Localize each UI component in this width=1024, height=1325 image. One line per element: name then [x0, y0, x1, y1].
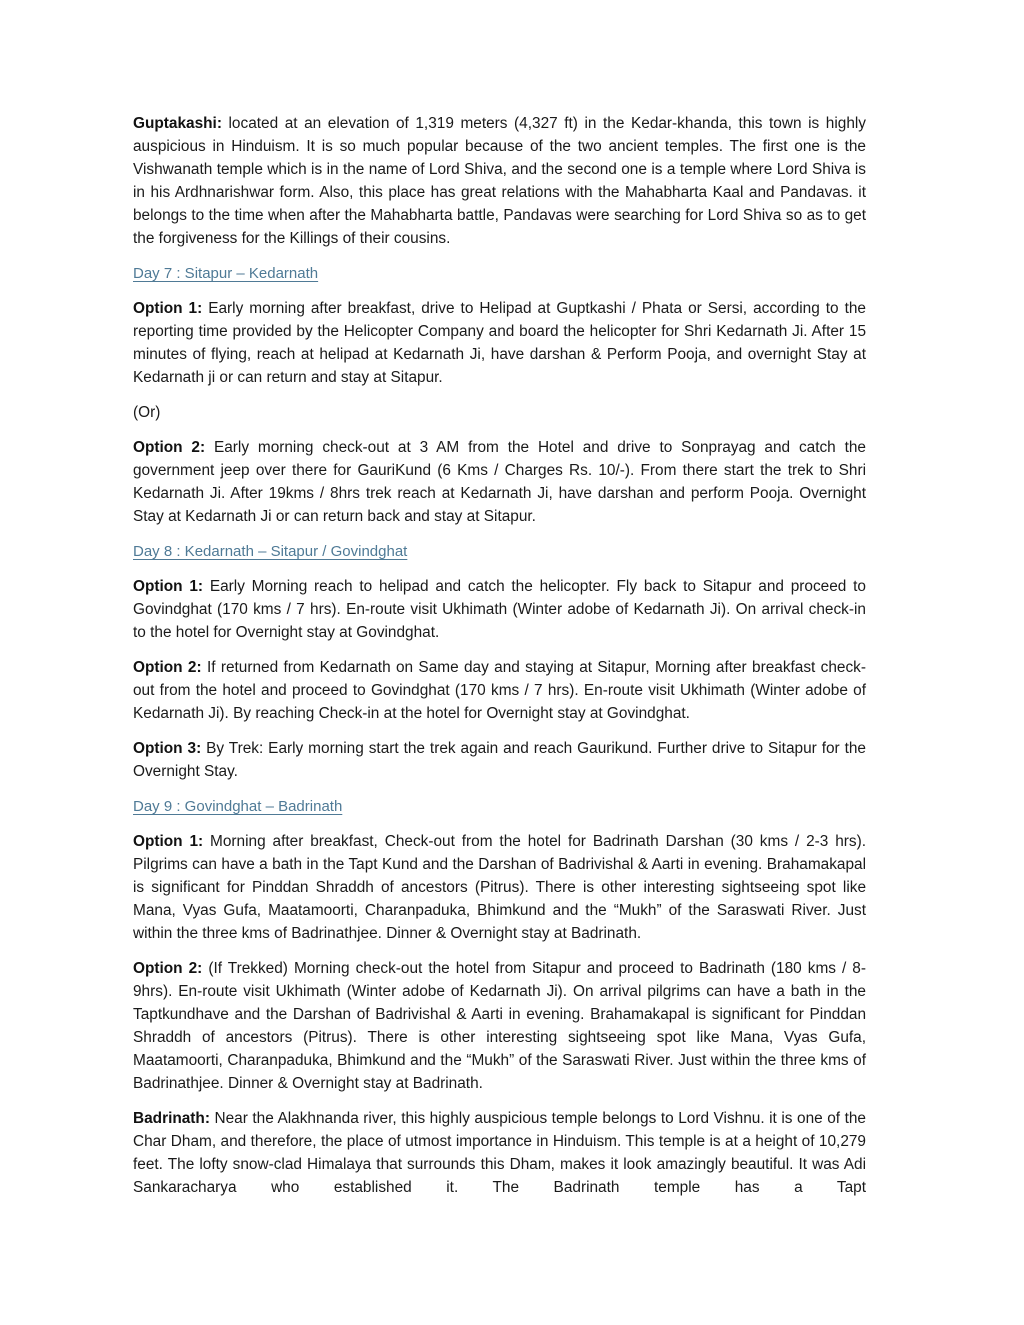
- paragraph-label: Option 2:: [133, 960, 203, 977]
- paragraph-label: Option 2:: [133, 659, 202, 676]
- paragraph-label: Badrinath:: [133, 1110, 210, 1127]
- paragraph-label: Guptakashi:: [133, 115, 222, 132]
- paragraph-text: By Trek: Early morning start the trek again and reach Gaurikund. Further drive to Sitapur for the Overnight Stay.: [133, 740, 866, 780]
- day-9-option-1-paragraph: [133, 830, 866, 945]
- or-separator: (Or): [133, 404, 161, 421]
- paragraph-label: Option 2:: [133, 439, 206, 456]
- day-8-option-2-paragraph: [133, 656, 866, 725]
- day-9-heading[interactable]: [133, 795, 866, 818]
- day-7-heading[interactable]: [133, 262, 866, 285]
- paragraph-label: Option 1:: [133, 833, 204, 850]
- paragraph-text: Morning after breakfast, Check-out from the hotel for Badrinath Darshan (30 kms / 2-3 hrs). Pilgrims can have a bath in the Tapt Kund and the Darshan of Badrivishal & Aarti in evening. Brahamakapal is significant for Pinddan Shraddh of ancestors (Pitrus). There is other interesting sightseeing spot like Mana, Vyas Gufa, Maatamoorti, Charanpaduka, Bhimkund and the “Mukh” of the Saraswati River. Just within the three kms of Badrinathjee. Dinner & Overnight stay at Badrinath.: [133, 833, 866, 942]
- heading-link[interactable]: Day 7 : Sitapur – Kedarnath: [133, 265, 319, 282]
- paragraph-text: (If Trekked) Morning check-out the hotel from Sitapur and proceed to Badrinath (180 kms / 8-9hrs). En-route visit Ukhimath (Winter adobe of Kedarnath Ji). On arrival pilgrims can have a bath in the Taptkundhave and the Darshan of Badrivishal & Aarti in evening. Brahamakapal is significant for Pinddan Shraddh of ancestors (Pitrus). There is other interesting sightseeing spot like Mana, Vyas Gufa, Maatamoorti, Charanpaduka, Bhimkund and the “Mukh” of the Saraswati River. Just within the three kms of Badrinathjee. Dinner & Overnight stay at Badrinath.: [133, 960, 866, 1092]
- paragraph-text: Early Morning reach to helipad and catch the helicopter. Fly back to Sitapur and proceed to Govindghat (170 kms / 7 hrs). En-route visit Ukhimath (Winter adobe of Kedarnath Ji). On arrival check-in to the hotel for Overnight stay at Govindghat.: [133, 578, 866, 641]
- day-9-option-2-paragraph: [133, 957, 866, 1095]
- day-7-option-1-paragraph: [133, 297, 866, 389]
- badrinath-paragraph: [133, 1107, 866, 1199]
- day-8-option-1-paragraph: [133, 575, 866, 644]
- paragraph-label: Option 1:: [133, 300, 203, 317]
- day-8-heading[interactable]: [133, 540, 866, 563]
- paragraph-text: If returned from Kedarnath on Same day and staying at Sitapur, Morning after breakfast check-out from the hotel and proceed to Govindghat (170 kms / 7 hrs). En-route visit Ukhimath (Winter adobe of Kedarnath Ji). By reaching Check-in at the hotel for Overnight stay at Govindghat.: [133, 659, 866, 722]
- day-8-option-3-paragraph: [133, 737, 866, 783]
- paragraph-text: Early morning after breakfast, drive to Helipad at Guptkashi / Phata or Sersi, according to the reporting time provided by the Helicopter Company and board the helicopter for Shri Kedarnath Ji. After 15 minutes of flying, reach at helipad at Kedarnath Ji, have darshan & Perform Pooja, and overnight Stay at Kedarnath ji or can return and stay at Sitapur.: [133, 300, 866, 386]
- heading-link[interactable]: Day 8 : Kedarnath – Sitapur / Govindghat: [133, 543, 408, 560]
- paragraph-text: located at an elevation of 1,319 meters (4,327 ft) in the Kedar-khanda, this town is highly auspicious in Hinduism. It is so much popular because of the two ancient temples. The first one is the Vishwanath temple which is in the name of Lord Shiva, and the second one is a temple where Lord Shiva is in his Ardhnarishwar form. Also, this place has great relations with the Mahabharta Kaal and Pandavas. it belongs to the time when after the Mahabharta battle, Pandavas were searching for Lord Shiva so as to get the forgiveness for the Killings of their cousins.: [133, 115, 866, 247]
- guptakashi-paragraph: [133, 112, 866, 250]
- heading-link[interactable]: Day 9 : Govindghat – Badrinath: [133, 798, 343, 815]
- paragraph-label: Option 1:: [133, 578, 204, 595]
- paragraph-text: Early morning check-out at 3 AM from the Hotel and drive to Sonprayag and catch the government jeep over there for GauriKund (6 Kms / Charges Rs. 10/-). From there start the trek to Shri Kedarnath Ji. After 19kms / 8hrs trek reach at Kedarnath Ji, have darshan and perform Pooja. Overnight Stay at Kedarnath Ji or can return back and stay at Sitapur.: [133, 439, 866, 525]
- document-page: [133, 112, 866, 1211]
- paragraph-label: Option 3:: [133, 740, 202, 757]
- paragraph-text: Near the Alakhnanda river, this highly auspicious temple belongs to Lord Vishnu. it is one of the Char Dham, and therefore, the place of utmost importance in Hinduism. This temple is at a height of 10,279 feet. The lofty snow-clad Himalaya that surrounds this Dham, makes it look amazingly beautiful. It was Adi Sankaracharya who established it. The Badrinath temple has a Tapt: [133, 1110, 866, 1196]
- day-7-option-2-paragraph: [133, 436, 866, 528]
